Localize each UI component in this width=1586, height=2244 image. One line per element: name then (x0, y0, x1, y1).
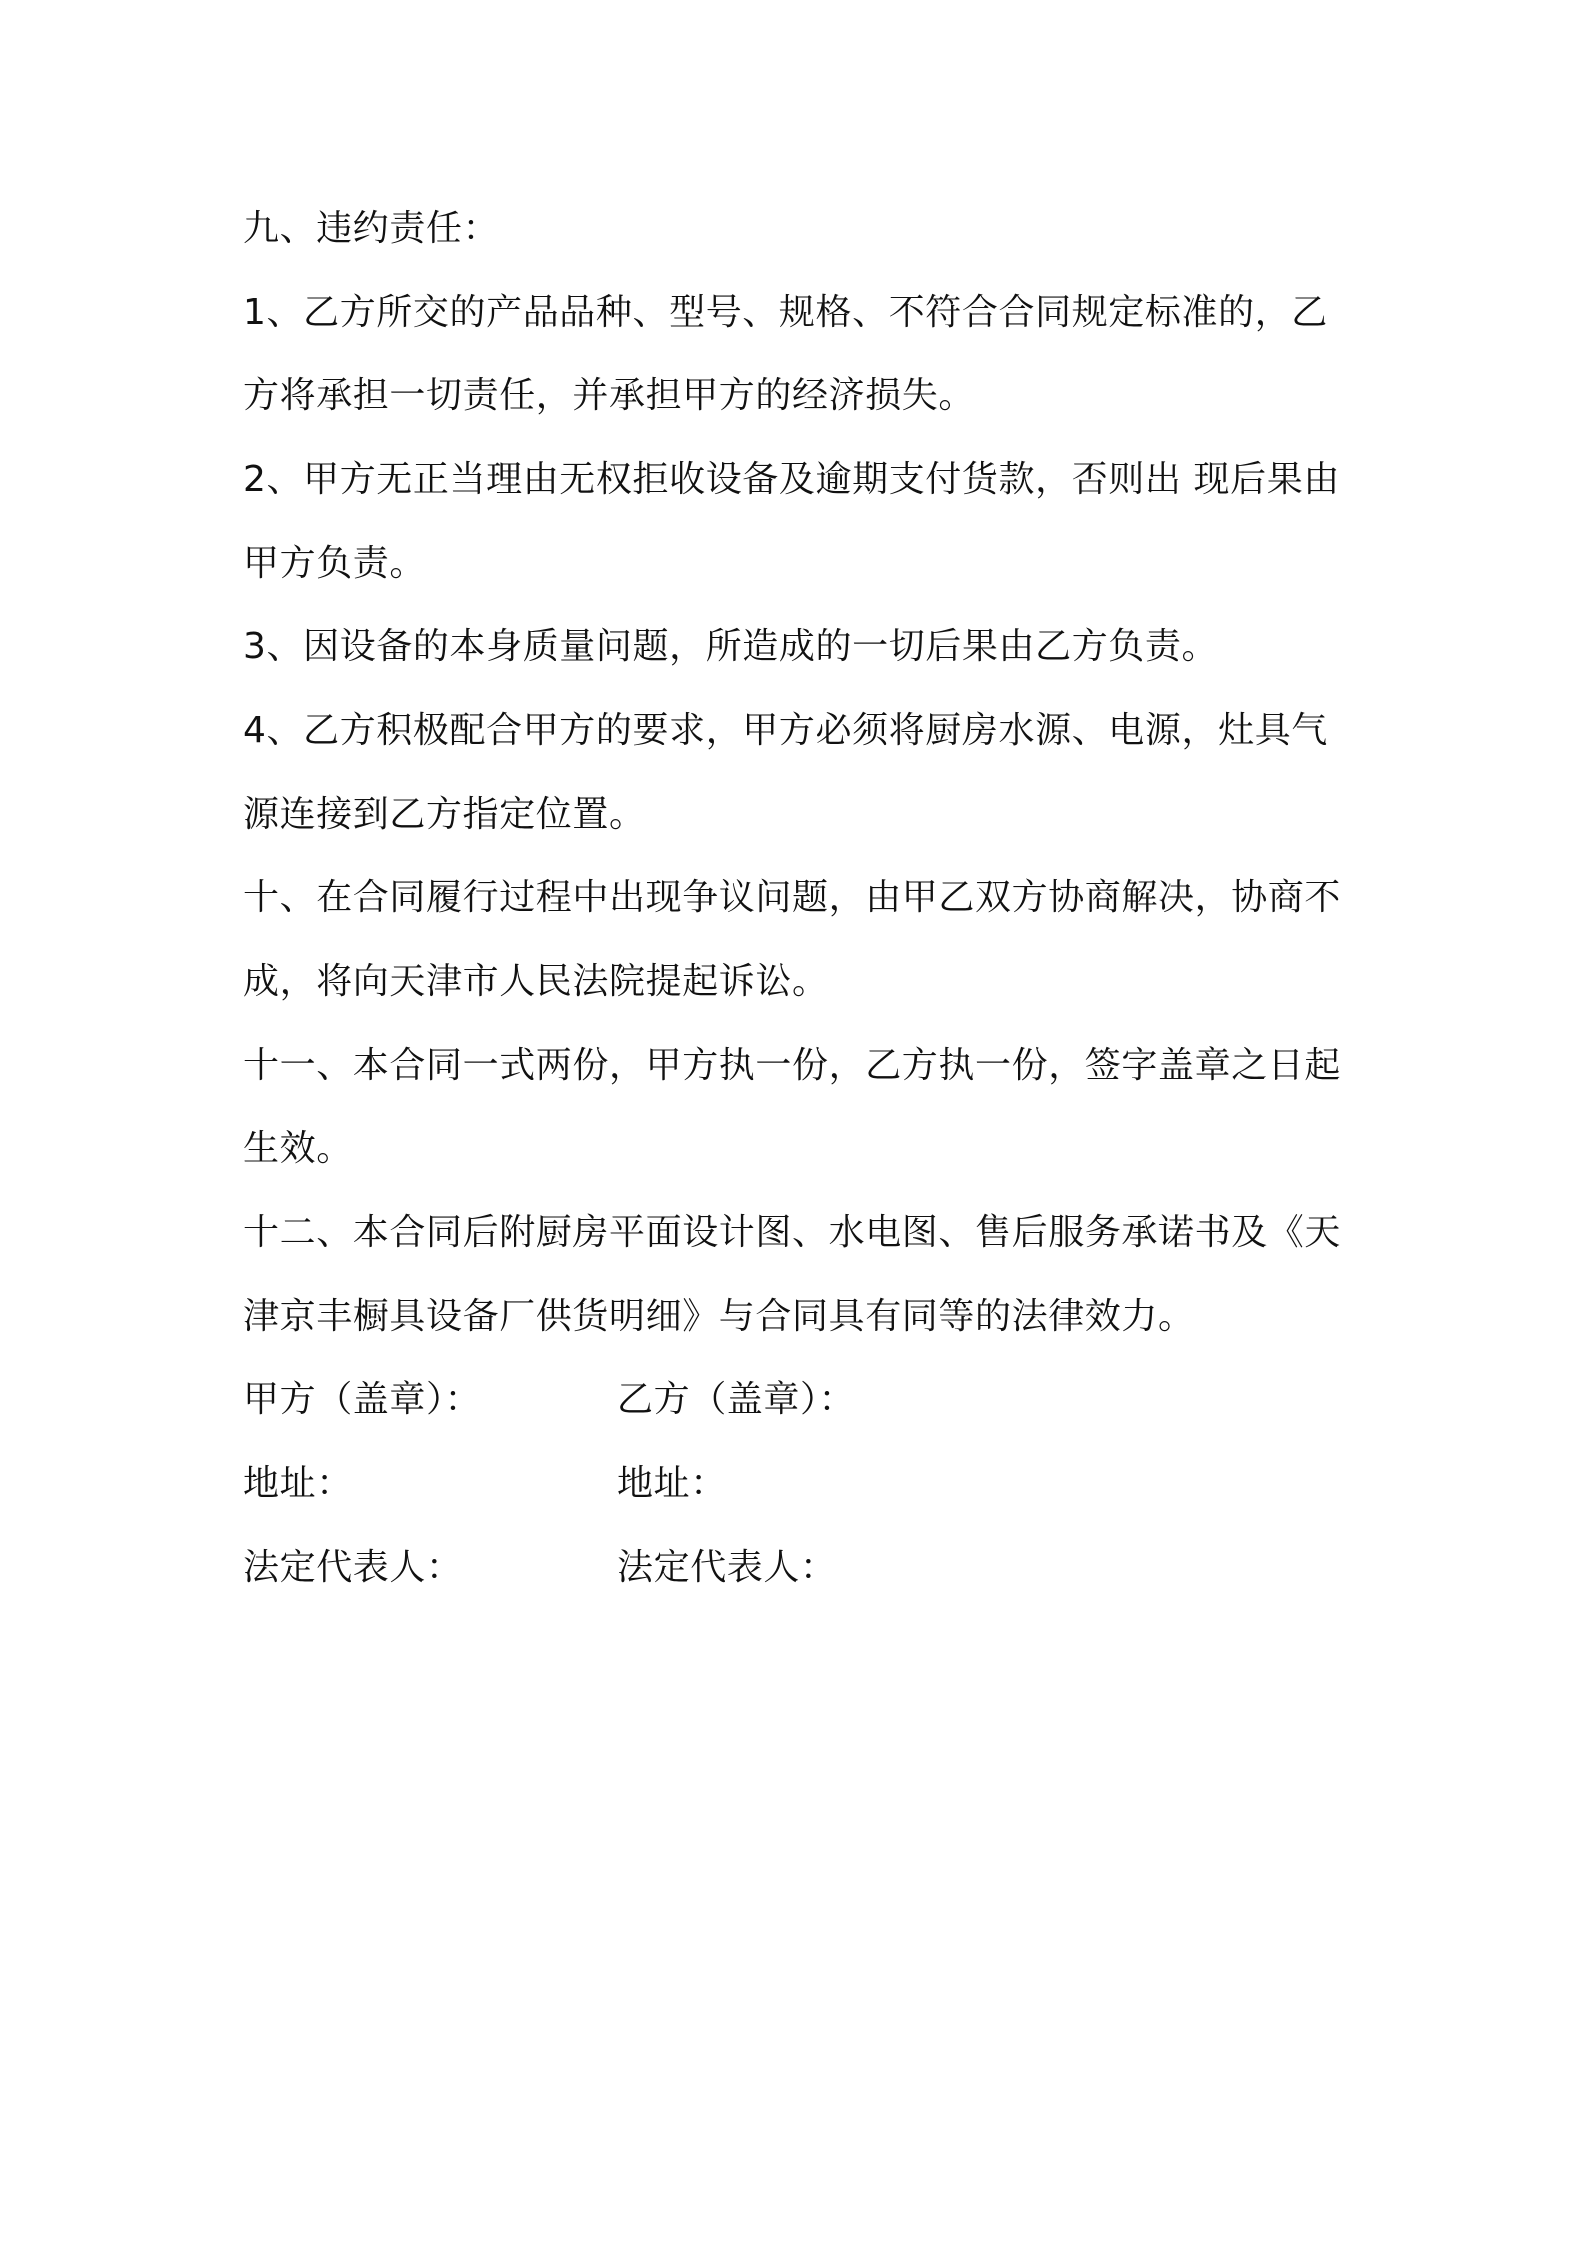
party-b-address-label: 地址： (617, 1463, 727, 1504)
party-a-seal-label: 甲方（盖章）： (243, 1379, 482, 1420)
clause-line: 1、乙方所交的产品品种、型号、规格、不符合合同规定标准的，乙 (243, 292, 1328, 333)
party-b-representative-label: 法定代表人： (617, 1547, 837, 1588)
clause-line: 十二、本合同后附厨房平面设计图、水电图、售后服务承诺书及《天 (243, 1212, 1342, 1253)
clause-line: 十、在合同履行过程中出现争议问题，由甲乙双方协商解决，协商不 (243, 877, 1342, 918)
clause-line: 生效。 (243, 1128, 353, 1169)
clause-line: 成，将向天津市人民法院提起诉讼。 (243, 961, 829, 1002)
section-heading-breach-liability: 九、违约责任： (243, 208, 500, 249)
clause-line: 十一、本合同一式两份，甲方执一份，乙方执一份，签字盖章之日起 (243, 1045, 1342, 1086)
clause-line: 源连接到乙方指定位置。 (243, 794, 646, 835)
party-a-address-label: 地址： (243, 1463, 353, 1504)
clause-line: 方将承担一切责任，并承担甲方的经济损失。 (243, 375, 976, 416)
clause-line: 4、乙方积极配合甲方的要求，甲方必须将厨房水源、电源，灶具气 (243, 710, 1328, 751)
clause-line: 津京丰橱具设备厂供货明细》与合同具有同等的法律效力。 (243, 1296, 1195, 1337)
party-a-representative-label: 法定代表人： (243, 1547, 463, 1588)
clause-line: 甲方负责。 (243, 543, 427, 584)
clause-line: 2、甲方无正当理由无权拒收设备及逾期支付货款，否则出 现后果由 (243, 459, 1340, 500)
party-b-seal-label: 乙方（盖章）： (617, 1379, 856, 1420)
clause-line: 3、因设备的本身质量问题，所造成的一切后果由乙方负责。 (243, 626, 1219, 667)
